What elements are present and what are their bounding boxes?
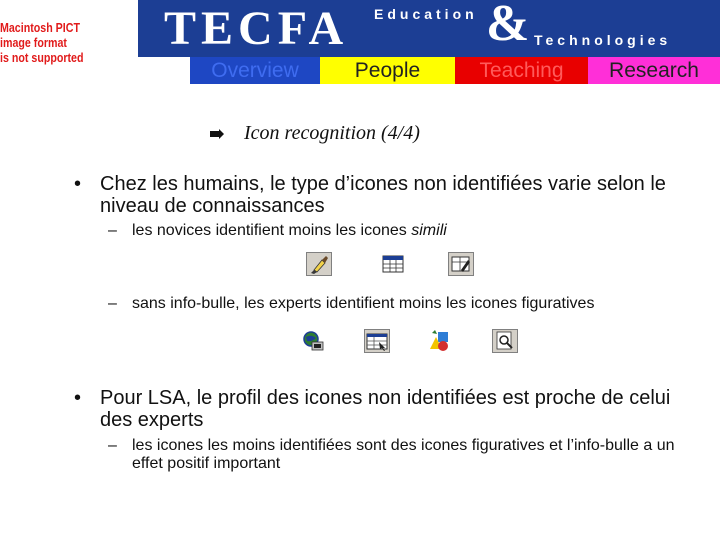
education-label: Education [374,6,478,22]
sub-bullet-2-text: sans info-bulle, les experts identifient moins les icones figuratives [132,295,595,312]
dash-bullet-icon: – [108,437,117,454]
ampersand-label: & [486,0,530,52]
pict-line-1: Macintosh PICT [0,20,80,35]
dash-bullet-icon: – [108,222,117,239]
sub-bullet-3 [108,437,688,473]
slide-title [210,122,420,145]
nav-research[interactable]: Research [588,57,720,84]
table-icon [380,252,406,276]
pict-line-3: is not supported [0,50,84,65]
tecfa-logo: TECFA [164,2,349,55]
window-grid-icon [364,329,390,353]
nav-overview[interactable]: Overview [190,57,320,84]
bullet-1-text: Chez les humains, le type d’icones non identifiées varie selon le niveau de connaissances [100,173,666,217]
sub-bullet-1-italic: simili [411,222,447,239]
header-banner [138,0,720,57]
sub-bullet-1 [108,222,447,240]
pict-placeholder [0,0,138,84]
bullet-2-text: Pour LSA, le profil des icones non identifiées est proche de celui des experts [100,387,671,431]
edit-table-icon [448,252,474,276]
nav-people[interactable]: People [320,57,455,84]
sub-bullet-3-text: les icones les moins identifiées sont des icones figuratives et l’info-bulle a un effet positif important [132,437,675,472]
nav-teaching[interactable]: Teaching [455,57,588,84]
zoom-page-icon [492,329,518,353]
technologies-label: Technologies [534,32,672,48]
paintbrush-icon [306,252,332,276]
sub-bullet-1-text: les novices identifient moins les icones [132,222,412,239]
bullet-dot-icon: • [74,387,82,409]
shapes-icon [426,329,452,353]
pict-line-2: image format [0,35,67,50]
bullet-2 [74,387,694,431]
globe-computer-icon [300,329,326,353]
sub-bullet-2 [108,295,668,313]
slide-title-text: Icon recognition (4/4) [244,122,420,144]
dash-bullet-icon: – [108,295,117,312]
arrow-bullet-icon [210,128,244,144]
bullet-1 [74,173,694,217]
bullet-dot-icon: • [74,173,82,195]
